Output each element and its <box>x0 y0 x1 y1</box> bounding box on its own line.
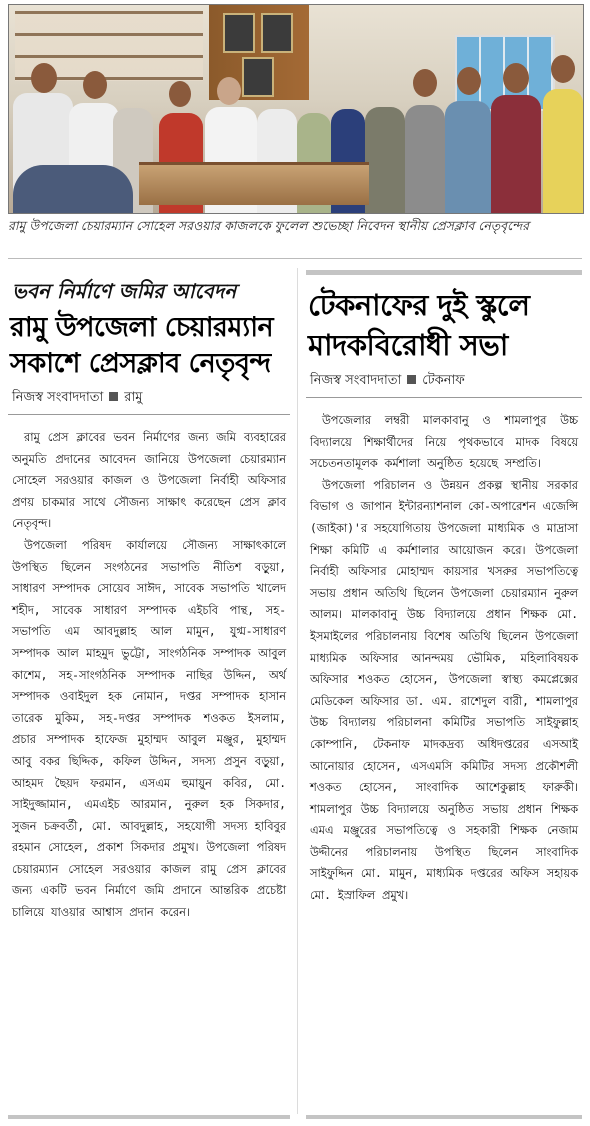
photo-caption: রামু উপজেলা চেয়ারম্যান সোহেল সরওয়ার কাজলকে ফুলেল শুভেচ্ছা নিবেদন স্থানীয় প্রেসক্লাব নেতৃবৃন্দের <box>8 218 530 233</box>
article-right <box>306 270 582 907</box>
byline <box>12 388 290 408</box>
byline <box>310 371 582 391</box>
article-headline: টেকনাফের দুই স্কুলে মাদকবিরোধী সভা <box>308 288 530 362</box>
column-divider <box>297 268 298 1114</box>
section-bar <box>306 270 582 275</box>
portrait-frame <box>223 13 255 53</box>
divider <box>8 414 290 415</box>
byline-place: রামু <box>124 390 143 405</box>
bottom-rule <box>306 1115 582 1119</box>
byline-place: টেকনাফ <box>422 373 465 388</box>
crowd <box>9 63 583 213</box>
article-paragraph: উপজেলার লম্বরী মালকাবানু ও শামলাপুর উচ্চ বিদ্যালয়ে শিক্ষার্থীদের নিয়ে পৃথকভাবে মাদক বিষয়ে সচেতনতামূলক কর্মশালা অনুষ্ঠিত হয়েছে সম্প্রতি। <box>310 414 578 471</box>
square-bullet-icon <box>407 375 416 384</box>
article-body <box>12 427 286 924</box>
square-bullet-icon <box>109 392 118 401</box>
news-photo <box>8 4 584 214</box>
divider <box>8 258 582 259</box>
bottom-rule <box>8 1115 290 1119</box>
byline-author: নিজস্ব সংবাদদাতা <box>310 373 402 388</box>
article-paragraph: উপজেলা পরিষদ কার্যালয়ে সৌজন্য সাক্ষাৎকালে উপস্থিত ছিলেন সংগঠনের সভাপতি নীতিশ বড়ুয়া, সাধারণ সম্পাদক সোয়েব সাঈদ, সাবেক সভাপতি খালেদ শহীদ, সাবেক সাধারণ সম্পাদক এইচবি পান্থ, সহ-সভাপতি এম আবদুল্লাহ আল মামুন, যুগ্ম-সাধারণ সম্পাদক আল মাহমুদ ভুট্টো, সাংগঠনিক সম্পাদক আবুল কাশেম, সহ-সাংগঠনিক সম্পাদক নাছির উদ্দিন, অর্থ সম্পাদক ওবাইদুল হক নোমান, দপ্তর সম্পাদক হাসান তারেক মুকিম, সহ-দপ্তর সম্পাদক শওকত ইসলাম, প্রচার সম্পাদক হাফেজ মুহাম্মদ আবুল মঞ্জুর, মুহাম্মদ আবু বকর ছিদ্দিক, কফিল উদ্দিন, সদস্য প্রসুন বড়ুয়া, আহমদ ছৈয়দ ফরমান, এসএম হুমায়ুন কবির, মো. সাইদুজ্জামান, এমএইচ আরমান, নুরুল হক সিকদার, সুজন চক্রবর্তী, মো. আবদুল্লাহ, সহযোগী সদস্য হাবিবুর রহমান সোহেল, প্রকাশ সিকদার প্রমুখ। উপজেলা পরিষদ চেয়ারম্যান সোহেল সরওয়ার কাজল রামু প্রেস ক্লাবের জন্য একটি ভবন নির্মাণে জমি প্রদানে আন্তরিক প্রচেষ্টা চালিয়ে যাওয়ার আশ্বাস প্রদান করেন। <box>12 538 286 920</box>
article-paragraph: উপজেলা পরিচালন ও উন্নয়ন প্রকল্প স্থানীয় সরকার বিভাগ ও জাপান ইন্টারন্যাশনাল কো-অপারেশন এজেন্সি (জাইকা)'র সহযোগিতায় উপজেলা মাধ্যমিক ও মাদ্রাসা শিক্ষা কমিটি এ কর্মশালার আয়োজন করে। উপজেলা নির্বাহী অফিসার মোহাম্মদ কায়সার খসরুর সভাপতিত্বে সভায় প্রধান অতিথি ছিলেন উপজেলা চেয়ারম্যান নুরুল আলম। মালকাবানু উচ্চ বিদ্যালয়ে প্রধান শিক্ষক মো. ইসমাইলের পরিচালনায় বিশেষ অতিথি ছিলেন উপজেলা মাধ্যমিক অফিসার আনন্দময় ভৌমিক, মহিলাবিষয়ক অফিসার শওকত হোসেন, উপজেলা স্বাস্থ্য কমপ্লেক্সের মেডিকেল অফিসার ডা. এম. রাশেদুল বারী, শামলাপুর উচ্চ বিদ্যালয় পরিচালনা কমিটির সভাপতি সাইফুল্লাহ কোম্পানি, টেকনাফ মাদকদ্রব্য অধিদপ্তরের এসআই আনোয়ার হোসেন, এসএমসি কমিটির সদস্য প্রকৌশলী শওকত হোসেন, সাংবাদিক আশেকুল্লাহ ফারুকী। শামলাপুর উচ্চ বিদ্যালয়ে অনুষ্ঠিত সভায় প্রধান শিক্ষক এমএ মঞ্জুরের সভাপতিত্বে ও সহকারী শিক্ষক নেজাম উদ্দীনের পরিচালনায় উপস্থিত ছিলেন সাংবাদিক সাইফুদ্দিন মো. মামুন, মাধ্যমিক দপ্তরের অফিস সহায়ক মো. ইস্রাফিল প্রমুখ। <box>310 478 578 903</box>
article-body <box>310 410 578 907</box>
article-paragraph: রামু প্রেস ক্লাবের ভবন নির্মাণের জন্য জমি ব্যবহারের অনুমতি প্রদানের আবেদন জানিয়ে উপজেলা চেয়ারম্যান সোহেল সরওয়ার কাজল ও উপজেলা নির্বাহী অফিসার প্রণয় চাকমার সাথে সৌজন্য সাক্ষাৎ করেছেন প্রেস ক্লাব নেতৃবৃন্দ। <box>12 431 286 531</box>
article-left <box>8 270 290 924</box>
byline-author: নিজস্ব সংবাদদাতা <box>12 390 104 405</box>
article-kicker: ভবন নির্মাণে জমির আবেদন <box>12 279 237 303</box>
divider <box>306 397 582 398</box>
portrait-frame <box>261 13 293 53</box>
desk <box>139 162 369 205</box>
article-headline: রামু উপজেলা চেয়ারম্যান সকাশে প্রেসক্লাব নেতৃবৃন্দ <box>10 312 274 379</box>
